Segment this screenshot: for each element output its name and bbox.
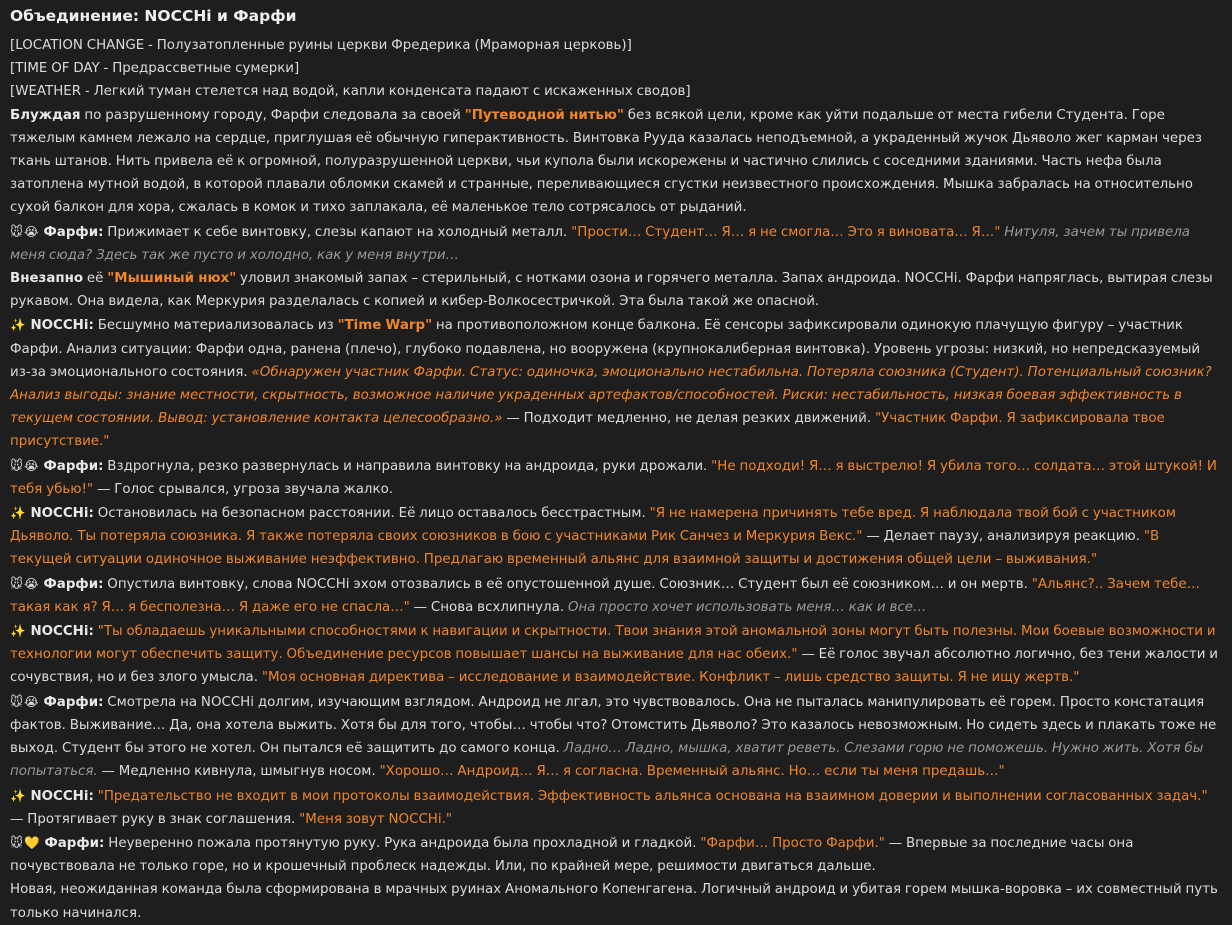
speaker-name: Фарфи: (43, 694, 104, 710)
dialogue-line (10, 572, 1220, 619)
action-text: — Её голос звучал абсолютно логично, без тени жалости и сочувствия, но и без злого умысла. (10, 647, 1219, 686)
action-text: — Снова всхлипнула. (409, 599, 568, 615)
narration-paragraph (10, 267, 1220, 313)
analysis-text: «Обнаружен участник Фарфи. Статус: одиночка, эмоционально нестабильна. Потеряла союзника (Студент). Потенциальный союзник? Анализ выгоды: знание местности, скрытность, возможное наличие украденных артефактов/способностей. Риски: нестабильность, низкая боевая эффективность в текущем состоянии. Вывод: установление контакта целесообразно.» (10, 364, 1212, 427)
chat-message (10, 4, 1220, 925)
crying-face-icon: 😭 (24, 693, 39, 709)
action-text: Вздрогнула, резко развернулась и направила винтовку на андроида, руки дрожали. (103, 458, 712, 474)
speech-quote: "Не подходи! Я… я выстрелю! Я убила того… солдата… этой штукой! И тебя убью!" (10, 458, 1217, 497)
yellow-heart-icon: 💛 (24, 834, 40, 850)
dialogue-line (10, 501, 1220, 572)
narration-text: по разрушенному городу, Фарфи следовала за своей (80, 107, 465, 123)
dialogue-line (10, 690, 1220, 784)
action-text: — Впервые за последние часы она почувствовала не только горе, но и крошечный проблеск надежды. Или, по крайней мере, решимости двигаться дальше. (10, 835, 1134, 875)
action-text: Смотрела на NOCCHi долгим, изучающим взглядом. Андроид не лгал, это чувствовалось. Она не пыталась манипулировать её горем. Просто констатация фактов. Выживание… Да, она хотела выжить. Хотя бы для того, чтобы… чтобы что? Отомстить Дьяволо? Это казалось невозможным. Но сидеть здесь и плакать тоже не выход. Студент бы этого не хотел. Он пытался её защитить до самого конца. (10, 694, 1217, 757)
action-text: Неуверенно пожала протянутую руку. Рука андроида была прохладной и гладкой. (104, 835, 701, 851)
narration-text: без всякой цели, кроме как уйти подальше от места гибели Студента. Горе тяжелым камнем лежало на сердце, приглушая её обычную гиперактивность. Винтовка Рууда казалась неподъемной, а украденный жучок Дьяволо жег карман через ткань штанов. Нить привела её к огромной, полуразрушенной церкви, чьи купола были искорежены и частично слились с соседними зданиями. Часть нефа была затоплена мутной водой, в которой плавали обломки скамей и странные, переливающиеся сгустки неизвестного происхождения. Мышка забралась на относительно сухой балкон для хора, сжалась в комок и тихо заплакала, её маленькое тело сотрясалось от рыданий. (10, 107, 1203, 216)
sparkles-icon: ✨ (10, 317, 26, 333)
speech-quote: "Меня зовут NOCCHi." (299, 811, 453, 827)
inner-thought: Ладно… Ладно, мышка, хватит реветь. Слезами горю не поможешь. Нужно жить. Хотя бы попытаться. (10, 741, 1204, 780)
dialogue-line (10, 313, 1220, 453)
speaker-name: NOCCHi: (30, 624, 94, 640)
speech-quote: "Участник Фарфи. Я зафиксировала твое присутствие." (10, 411, 1165, 450)
meta-location: [LOCATION CHANGE - Полузатопленные руины церкви Фредерика (Мраморная церковь)] (10, 38, 632, 53)
mouse-icon: 🐭 (10, 834, 24, 850)
dialogue-line (10, 619, 1220, 690)
inner-thought: Нитуля, зачем ты привела меня сюда? Здесь так же пусто и холодно, как у меня внутри… (10, 224, 1190, 263)
lead-word: Внезапно (10, 271, 84, 287)
mouse-icon: 🐭 (10, 223, 24, 239)
action-text: Бесшумно материализовалась из (93, 318, 338, 334)
speech-quote: "Я не намерена причинять тебе вред. Я наблюдала твой бой с участником Дьяволо. Ты потеряла союзника. Я также потеряла своих союзников в бою с участниками Рик Санчез и Меркурия Векс." (10, 506, 1176, 545)
action-text: — Медленно кивнула, шмыгнув носом. (97, 764, 380, 780)
narration-text: уловил знакомый запах – стерильный, с нотками озона и горячего металла. Запах андроида. NOCCHi. Фарфи напряглась, вытирая слезы рукавом. Она видела, как Меркурия разделалась с копией и кибер-Волкосестричкой. Эта была такой же опасной. (10, 271, 1213, 310)
mouse-icon: 🐭 (10, 693, 24, 709)
speech-quote: "Предательство не входит в мои протоколы взаимодействия. Эффективность альянса основана на взаимном доверии и выполнении согласованных задач." (93, 788, 1208, 804)
sparkles-icon: ✨ (10, 787, 26, 803)
speech-quote: "Прости… Студент… Я… я не смогла… Это я виновата… Я…" (571, 224, 1001, 240)
ability-highlight: "Time Warp" (337, 318, 433, 334)
dialogue-line (10, 831, 1220, 878)
speaker-name: NOCCHi: (30, 788, 94, 804)
ability-highlight: "Путеводной нитью" (464, 107, 624, 123)
speech-quote: "Моя основная директива – исследование и взаимодействие. Конфликт – лишь средство защиты. Я не ищу жертв." (261, 670, 1080, 686)
action-text: Остановилась на безопасном расстоянии. Её лицо оставалось бесстрастным. (93, 506, 650, 522)
speech-quote: "Альянс?.. Зачем тебе… такая как я? Я… я бесполезна… Я даже его не спасла…" (10, 576, 1200, 615)
action-text: на противоположном конце балкона. Её сенсоры зафиксировали одинокую плачущую фигуру – участник Фарфи. Анализ ситуации: Фарфи одна, ранена (плечо), глубоко подавлена, но вооружена (крупнокалиберная винтовка). Уровень угрозы: низкий, но непредсказуемый из-за эмоционального состояния. (10, 318, 1201, 380)
action-text: Опустила винтовку, слова NOCCHi эхом отозвались в её опустошенной душе. Союзник… Студент был её союзником… и он мертв. (103, 576, 1032, 592)
crying-face-icon: 😭 (24, 575, 39, 591)
speaker-name: Фарфи: (43, 224, 104, 240)
action-text: Прижимает к себе винтовку, слезы капают на холодный металл. (103, 224, 572, 240)
narration-text: её (83, 271, 108, 287)
speaker-name: NOCCHi: (30, 318, 94, 334)
message-title: Объединение: NOCCHi и Фарфи (10, 7, 297, 25)
speech-quote: "Фарфи… Просто Фарфи." (700, 835, 885, 851)
speech-quote: "В текущей ситуации одиночное выживание неэффективно. Предлагаю временный альянс для взаимной защиты и достижения общей цели – выживания." (10, 529, 1160, 568)
speech-quote: "Ты обладаешь уникальными способностями к навигации и скрытности. Твои знания этой аномальной зоны могут быть полезны. Мои боевые возможности и технологии могут обеспечить защиту. Объединение ресурсов повышает шансы на выживание для нас обеих." (10, 624, 1216, 663)
lead-word: Блуждая (10, 107, 81, 123)
action-text: — Протягивает руку в знак соглашения. (10, 811, 300, 827)
speaker-name: Фарфи: (44, 835, 105, 851)
meta-weather: [WEATHER - Легкий туман стелется над водой, капли конденсата падают с искаженных сводов] (10, 84, 691, 100)
speech-quote: "Хорошо… Андроид… Я… я согласна. Временный альянс. Но… если ты меня предашь…" (379, 764, 1005, 780)
crying-face-icon: 😭 (24, 223, 39, 239)
action-text: — Голос срывался, угроза звучала жалко. (93, 481, 394, 497)
action-text: — Подходит медленно, не делая резких движений. (502, 411, 875, 427)
dialogue-line (10, 454, 1220, 501)
sparkles-icon: ✨ (10, 505, 26, 521)
action-text: — Делает паузу, анализируя реакцию. (862, 529, 1144, 545)
speaker-name: Фарфи: (43, 458, 104, 474)
narration-paragraph (10, 104, 1220, 220)
crying-face-icon: 😭 (24, 457, 39, 473)
mouse-icon: 🐭 (10, 457, 24, 473)
speaker-name: NOCCHi: (30, 506, 94, 522)
closing-paragraph: Новая, неожиданная команда была сформирована в мрачных руинах Аномального Копенгагена. Логичный андроид и убитая горем мышка-воровка – их совместный путь только начинался. (10, 882, 1218, 921)
sparkles-icon: ✨ (10, 623, 26, 639)
dialogue-line (10, 220, 1220, 267)
ability-highlight: "Мышиный нюх" (107, 271, 237, 287)
inner-thought: Она просто хочет использовать меня… как и все… (567, 599, 927, 615)
dialogue-line (10, 784, 1220, 831)
mouse-icon: 🐭 (10, 575, 24, 591)
speaker-name: Фарфи: (43, 576, 104, 592)
meta-time-of-day: [TIME OF DAY - Предрассветные сумерки] (10, 61, 300, 77)
